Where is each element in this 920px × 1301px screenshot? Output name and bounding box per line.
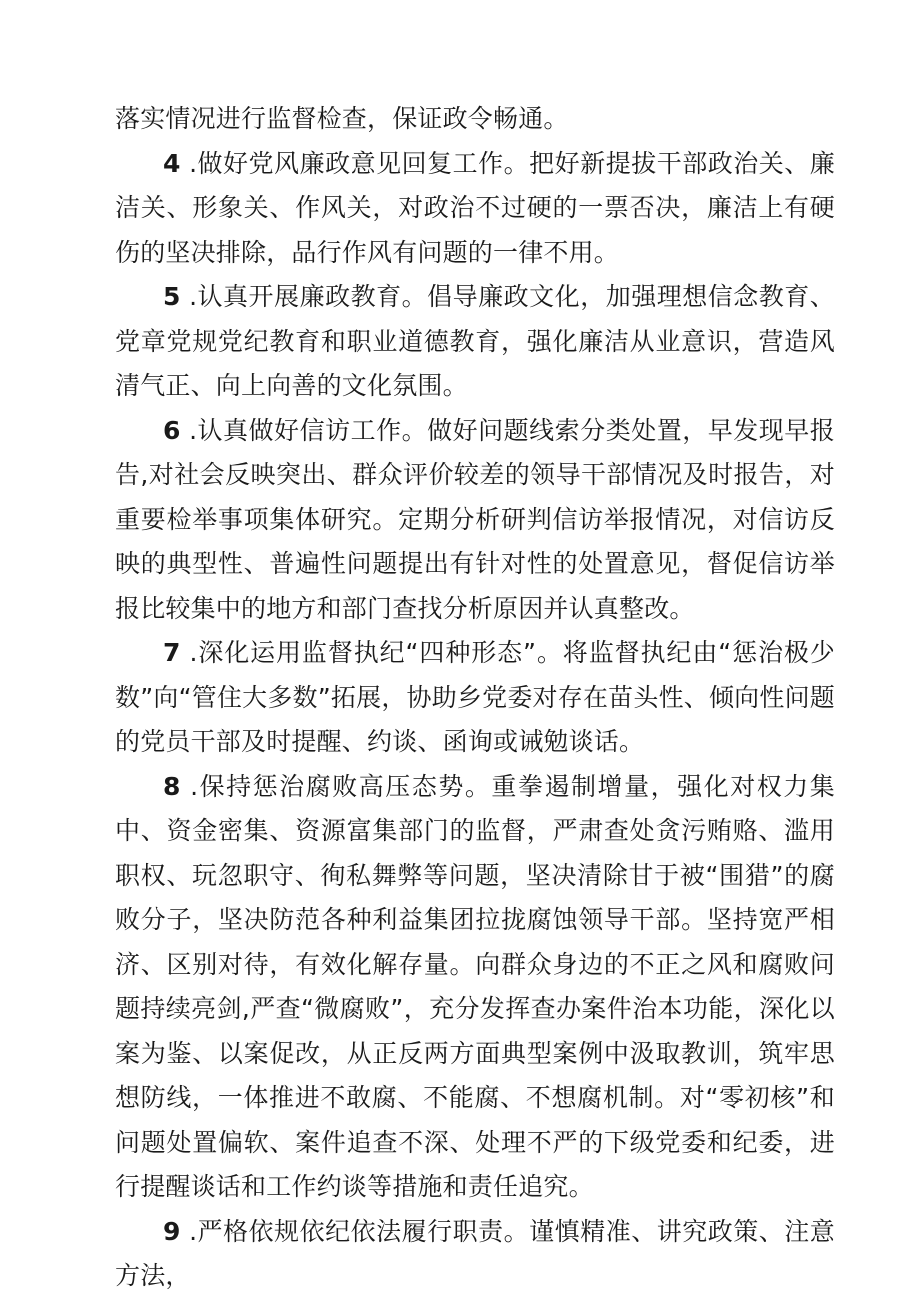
paragraph-text: .认真开展廉政教育。倡导廉政文化，加强理想信念教育、党章党规党纪教育和职业道德教育，强化廉洁从业意识，营造风清气正、向上向善的文化氛围。 [115,282,835,400]
paragraph-text: .做好党风廉政意见回复工作。把好新提拔干部政治关、廉洁关、形象关、作风关，对政治不过硬的一票否决，廉洁上有硬伤的坚决排除，品行作风有问题的一律不用。 [115,148,835,267]
paragraph-text: .严格依规依纪依法履行职责。谨慎精准、讲究政策、注意方法， [115,1216,835,1290]
item-number: 9 [163,1216,181,1246]
item-number: 7 [163,638,181,667]
paragraph-item-6 [115,409,835,632]
paragraph-item-8 [115,765,835,1210]
paragraph-text: .认真做好信访工作。做好问题线索分类处置，早发现早报告,对社会反映突出、群众评价较差的领导干部情况及时报告，对重要检举事项集体研究。定期分析研判信访举报情况，对信访反映的典型性、普遍性问题提出有针对性的处置意见，督促信访举报比较集中的地方和部门查找分析原因并认真整改。 [115,415,835,623]
paragraph-text: .保持惩治腐败高压态势。重拳遏制增量，强化对权力集中、资金密集、资源富集部门的监督，严肃查处贪污贿赂、滥用职权、玩忽职守、徇私舞弊等问题，坚决清除甘于被“围猎”的腐败分子，坚决防范各种利益集团拉拢腐蚀领导干部。坚持宽严相济、区别对待，有效化解存量。向群众身边的不正之风和腐败问题持续亮剑,严查“微腐败”，充分发挥查办案件治本功能，深化以案为鉴、以案促改，从正反两方面典型案例中汲取教训，筑牢思想防线，一体推进不敢腐、不能腐、不想腐机制。对“零初核”和问题处置偏软、案件追查不深、处理不严的下级党委和纪委，进行提醒谈话和工作约谈等措施和责任追究。 [115,771,835,1201]
paragraph-item-7 [115,631,835,765]
item-number: 5 [163,282,181,311]
paragraph-continuation [115,97,835,142]
item-number: 4 [163,148,181,178]
paragraph-item-4 [115,142,835,276]
item-number: 8 [163,771,181,801]
document-body [115,97,835,1299]
paragraph-item-5 [115,275,835,409]
paragraph-item-9 [115,1210,835,1299]
paragraph-text: .深化运用监督执纪“四种形态”。将监督执纪由“惩治极少数”向“管住大多数”拓展，协助乡党委对存在苗头性、倾向性问题的党员干部及时提醒、约谈、函询或诫勉谈话。 [115,638,835,756]
item-number: 6 [163,415,181,445]
paragraph-text: 落实情况进行监督检查，保证政令畅通。 [115,104,569,133]
